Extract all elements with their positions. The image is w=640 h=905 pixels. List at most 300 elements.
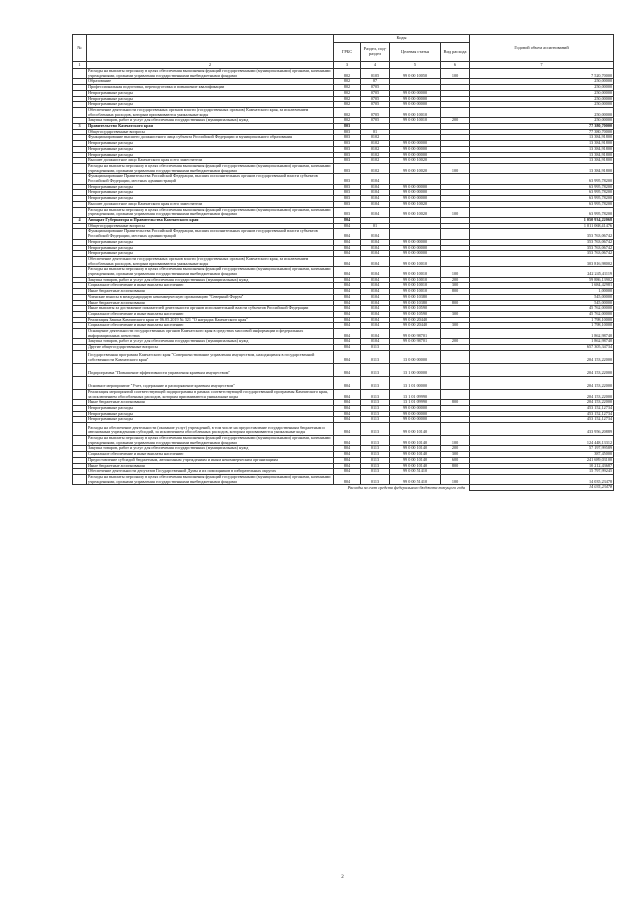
row-grbs-cell: 804 xyxy=(334,363,361,376)
row-razdel-cell: 0104 xyxy=(361,184,390,190)
row-name-cell: Функционирование Правительства Российской Федерации, высших исполнительных органов государственной власти субъектов Российской Федерации, местных администраций xyxy=(87,229,334,239)
column-razdel-header: Раздел, под- раздел xyxy=(361,43,390,62)
table-row xyxy=(73,350,614,363)
row-grbs-cell: 802 xyxy=(334,90,361,96)
row-number-cell xyxy=(73,423,87,436)
row-grbs-cell: 804 xyxy=(334,389,361,399)
row-grbs-cell: 804 xyxy=(334,283,361,289)
row-grbs-cell: 804 xyxy=(334,436,361,446)
row-grbs-cell: 803 xyxy=(334,124,361,130)
row-grbs-cell: 804 xyxy=(334,463,361,469)
column-vr-header: Вид расхода xyxy=(441,43,470,62)
row-name-cell: Высшее должностное лицо Камчатского края и его заместители xyxy=(87,158,334,164)
row-razdel-cell: 0113 xyxy=(361,363,390,376)
row-sum-cell: 45 762,00000 xyxy=(470,311,614,317)
row-name-cell: Образование xyxy=(87,79,334,85)
row-name-cell: Иные выплаты за достижение показателей деятельности органов исполнительной власти субъектов Российской Федерации xyxy=(87,306,334,312)
row-razdel-cell: 0104 xyxy=(361,201,390,207)
row-name-cell: Непрограммные расходы xyxy=(87,417,334,423)
row-sum-cell: 1 798,10000 xyxy=(470,317,614,323)
row-razdel-cell: 0104 xyxy=(361,207,390,217)
page-number: 2 xyxy=(341,875,344,880)
row-vr-cell xyxy=(441,423,470,436)
row-name-cell: Закупка товаров, работ и услуг для обеспечения государственных (муниципальных) нужд xyxy=(87,339,334,345)
column-index: 4 xyxy=(361,62,390,69)
row-grbs-cell: 803 xyxy=(334,184,361,190)
row-csr-cell: 99 0 00 10020 xyxy=(390,201,441,207)
column-name-header xyxy=(87,35,334,62)
row-name-cell: Непрограммные расходы xyxy=(87,90,334,96)
row-razdel-cell: 0104 xyxy=(361,317,390,323)
row-razdel-cell: 0102 xyxy=(361,152,390,158)
row-csr-cell: 99 0 00 00000 xyxy=(390,405,441,411)
row-number-cell xyxy=(73,229,87,239)
row-name-cell: Социальное обеспечение и иные выплаты населению xyxy=(87,323,334,329)
row-csr-cell xyxy=(390,229,441,239)
row-number-cell xyxy=(73,475,87,485)
row-grbs-cell: 804 xyxy=(334,423,361,436)
row-razdel-cell: 0104 xyxy=(361,229,390,239)
row-vr-cell: 300 xyxy=(441,323,470,329)
row-sum-cell: 204 153,22000 xyxy=(470,389,614,399)
table-row xyxy=(73,436,614,446)
row-sum-cell: 13 384,91800 xyxy=(470,158,614,164)
row-razdel-cell: 01 xyxy=(361,223,390,229)
row-csr-cell: 99 0 00 10590 xyxy=(390,311,441,317)
row-csr-cell: 99 0 00 00000 xyxy=(390,251,441,257)
row-razdel-cell: 07 xyxy=(361,79,390,85)
row-name-cell: Другие общегосударственные вопросы xyxy=(87,345,334,351)
row-razdel-cell: 0102 xyxy=(361,163,390,173)
row-vr-cell xyxy=(441,389,470,399)
row-razdel-cell: 0113 xyxy=(361,411,390,417)
page-footer xyxy=(72,875,613,880)
row-razdel-cell: 0104 xyxy=(361,300,390,306)
row-number-cell: 3 xyxy=(73,124,87,130)
row-vr-cell: 100 xyxy=(441,475,470,485)
row-csr-cell: 99 0 00 00000 xyxy=(390,190,441,196)
row-csr-cell: 99 0 00 10050 xyxy=(390,69,441,79)
row-sum-cell: 45 762,00000 xyxy=(470,306,614,312)
row-sum-cell: 63 995,78200 xyxy=(470,184,614,190)
row-name-cell: Непрограммные расходы xyxy=(87,141,334,147)
row-csr-cell: 99 0 00 10010 xyxy=(390,118,441,124)
row-grbs-cell: 803 xyxy=(334,196,361,202)
row-name-cell: Расходы на выплаты персоналу в целях обеспечения выполнения функций государственными (муниципальными) органами, казенными учреждениями, органами управления государственными внебюджетными фондами xyxy=(87,69,334,79)
row-grbs-cell: 803 xyxy=(334,158,361,164)
row-grbs-cell: 804 xyxy=(334,475,361,485)
row-csr-cell: 99 0 00 00000 xyxy=(390,90,441,96)
row-sum-cell: 250,00000 xyxy=(470,107,614,117)
row-number-cell xyxy=(73,207,87,217)
row-grbs-cell: 802 xyxy=(334,102,361,108)
row-name-cell: Расходы на обеспечение деятельности (оказание услуг) учреждений, в том числе на предоставление государственным бюджетным и автономным учреждениям субсидий, за исключением обособленных расходов, которым присваиваются уникальные коды xyxy=(87,423,334,436)
row-vr-cell: 100 xyxy=(441,267,470,277)
row-csr-cell: 99 0 00 51410 xyxy=(390,469,441,475)
row-grbs-cell: 804 xyxy=(334,251,361,257)
row-name-cell: Функционирование высшего должностного лица субъекта Российской Федерации и муниципального образования xyxy=(87,135,334,141)
row-vr-cell xyxy=(441,256,470,266)
row-razdel-cell: 0113 xyxy=(361,417,390,423)
table-row xyxy=(73,163,614,173)
row-sum-cell: 7 520,70000 xyxy=(470,69,614,79)
row-csr-cell: 99 0 00 00000 xyxy=(390,184,441,190)
row-csr-cell: 99 0 00 98701 xyxy=(390,339,441,345)
row-grbs-cell: 804 xyxy=(334,323,361,329)
row-sum-cell: 13 384,91800 xyxy=(470,163,614,173)
column-index: 2 xyxy=(87,62,334,69)
row-razdel-cell: 0113 xyxy=(361,452,390,458)
row-grbs-cell: 804 xyxy=(334,317,361,323)
row-grbs-cell: 804 xyxy=(334,267,361,277)
budget-sheet xyxy=(72,34,613,491)
table-footer-row xyxy=(73,485,614,491)
row-grbs-cell: 804 xyxy=(334,345,361,351)
row-csr-cell: 13 1 01 09990 xyxy=(390,389,441,399)
row-grbs-cell: 804 xyxy=(334,217,361,223)
row-sum-cell: 13 384,91800 xyxy=(470,141,614,147)
row-csr-cell: 99 0 00 00000 xyxy=(390,146,441,152)
row-grbs-cell: 804 xyxy=(334,400,361,406)
column-grbs-header: ГРБС xyxy=(334,43,361,62)
row-razdel-cell: 0113 xyxy=(361,400,390,406)
row-vr-cell xyxy=(441,174,470,184)
row-name-cell: Иные бюджетные ассигнования xyxy=(87,400,334,406)
row-razdel-cell: 01 xyxy=(361,129,390,135)
row-vr-cell: 200 xyxy=(441,277,470,283)
row-grbs-cell: 803 xyxy=(334,135,361,141)
row-name-cell: Социальное обеспечение и иные выплаты населению xyxy=(87,283,334,289)
row-razdel-cell: 0113 xyxy=(361,405,390,411)
row-csr-cell: 99 0 00 00000 xyxy=(390,141,441,147)
row-csr-cell: 13 1 00 00000 xyxy=(390,363,441,376)
row-razdel-cell: 0104 xyxy=(361,311,390,317)
row-razdel-cell: 0104 xyxy=(361,267,390,277)
row-vr-cell: 300 xyxy=(441,283,470,289)
budget-table xyxy=(72,34,614,491)
row-vr-cell: 200 xyxy=(441,118,470,124)
row-name-cell: Непрограммные расходы xyxy=(87,184,334,190)
row-name-cell: Реализация Закона Камчатского края от 06.05.2019 № 321 "О наградах Камчатского края" xyxy=(87,317,334,323)
row-grbs-cell: 802 xyxy=(334,79,361,85)
row-grbs-cell: 804 xyxy=(334,294,361,300)
row-name-cell: Расходы на выплаты персоналу в целях обеспечения выполнения функций государственными (муниципальными) органами, казенными учреждениями, органами управления государственными внебюджетными фондами xyxy=(87,207,334,217)
row-grbs-cell: 804 xyxy=(334,306,361,312)
row-name-cell: Непрограммные расходы xyxy=(87,239,334,245)
table-row xyxy=(73,107,614,117)
row-razdel-cell: 0113 xyxy=(361,389,390,399)
row-razdel-cell: 0104 xyxy=(361,251,390,257)
row-csr-cell: 99 0 00 00000 xyxy=(390,102,441,108)
table-row xyxy=(73,475,614,485)
row-grbs-cell: 803 xyxy=(334,201,361,207)
table-row xyxy=(73,329,614,339)
row-number-cell xyxy=(73,350,87,363)
row-grbs-cell: 802 xyxy=(334,85,361,91)
row-razdel-cell: 0104 xyxy=(361,339,390,345)
row-csr-cell: 99 0 00 10010 xyxy=(390,277,441,283)
row-razdel-cell: 0705 xyxy=(361,102,390,108)
row-vr-cell xyxy=(441,107,470,117)
row-number-cell xyxy=(73,329,87,339)
row-razdel-cell: 0705 xyxy=(361,118,390,124)
footer-sum: 14 035,23478 xyxy=(470,485,614,491)
row-sum-cell: 15 797,99245 xyxy=(470,469,614,475)
row-csr-cell: 99 0 00 10140 xyxy=(390,452,441,458)
row-vr-cell xyxy=(441,229,470,239)
row-razdel-cell: 0113 xyxy=(361,446,390,452)
row-csr-cell: 99 0 00 10590 xyxy=(390,306,441,312)
row-sum-cell: 77 380,70000 xyxy=(470,129,614,135)
row-grbs-cell: 802 xyxy=(334,118,361,124)
row-razdel-cell: 0102 xyxy=(361,158,390,164)
row-csr-cell: 99 0 00 10010 xyxy=(390,289,441,295)
table-row xyxy=(73,376,614,389)
table-row xyxy=(73,229,614,239)
row-vr-cell: 100 xyxy=(441,69,470,79)
row-sum-cell: 1 862,98740 xyxy=(470,339,614,345)
row-razdel-cell: 0104 xyxy=(361,239,390,245)
row-csr-cell: 99 0 00 10140 xyxy=(390,446,441,452)
row-name-cell: Закупка товаров, работ и услуг для обеспечения государственных (муниципальных) нужд xyxy=(87,277,334,283)
row-sum-cell: 1 684,42981 xyxy=(470,283,614,289)
row-razdel-cell: 0105 xyxy=(361,69,390,79)
row-number-cell xyxy=(73,163,87,173)
row-number-cell xyxy=(73,267,87,277)
table-row xyxy=(73,174,614,184)
row-sum-cell: 250,00000 xyxy=(470,90,614,96)
row-csr-cell: 99 0 00 00000 xyxy=(390,96,441,102)
row-grbs-cell: 802 xyxy=(334,107,361,117)
row-csr-cell: 99 0 00 51410 xyxy=(390,475,441,485)
row-grbs-cell: 804 xyxy=(334,457,361,463)
row-name-cell: Профессиональная подготовка, переподготовка и повышение квалификации xyxy=(87,85,334,91)
row-razdel-cell: 0104 xyxy=(361,256,390,266)
row-grbs-cell: 803 xyxy=(334,146,361,152)
row-csr-cell: 99 0 00 10140 xyxy=(390,463,441,469)
table-row xyxy=(73,363,614,376)
codes-group-header: Коды xyxy=(334,35,470,43)
row-grbs-cell: 804 xyxy=(334,446,361,452)
row-razdel-cell: 0104 xyxy=(361,196,390,202)
column-index: 5 xyxy=(390,62,441,69)
row-name-cell: Непрограммные расходы xyxy=(87,405,334,411)
row-razdel-cell: 0104 xyxy=(361,174,390,184)
row-grbs-cell: 804 xyxy=(334,417,361,423)
row-sum-cell: 250,00000 xyxy=(470,102,614,108)
row-razdel-cell: 0113 xyxy=(361,463,390,469)
row-grbs-cell: 804 xyxy=(334,256,361,266)
table-row xyxy=(73,207,614,217)
row-grbs-cell: 804 xyxy=(334,289,361,295)
row-csr-cell: 13 0 00 00000 xyxy=(390,350,441,363)
table-row xyxy=(73,69,614,79)
row-vr-cell: 200 xyxy=(441,339,470,345)
row-sum-cell: 1 798,10000 xyxy=(470,323,614,329)
row-sum-cell: 387,45000 xyxy=(470,452,614,458)
row-sum-cell: 545,00000 xyxy=(470,294,614,300)
row-name-cell: Иные бюджетные ассигнования xyxy=(87,300,334,306)
row-name-cell: Социальное обеспечение и иные выплаты населению xyxy=(87,452,334,458)
row-sum-cell: 242 245,41119 xyxy=(470,267,614,277)
row-vr-cell: 600 xyxy=(441,457,470,463)
row-grbs-cell: 802 xyxy=(334,69,361,79)
row-razdel-cell: 0104 xyxy=(361,323,390,329)
row-name-cell: Функционирование Правительства Российской Федерации, высших исполнительных органов государственной власти субъектов Российской Федерации, местных администраций xyxy=(87,174,334,184)
row-name-cell: Реализация мероприятий соответствующей подпрограммы в рамках соответствующей государственной программы Камчатского края, за исключением обособленных расходов, которым присваиваются уникальные коды xyxy=(87,389,334,399)
row-number-cell xyxy=(73,174,87,184)
row-csr-cell: 99 0 00 10380 xyxy=(390,294,441,300)
row-razdel-cell: 0113 xyxy=(361,436,390,446)
row-grbs-cell: 804 xyxy=(334,339,361,345)
row-name-cell: Непрограммные расходы xyxy=(87,196,334,202)
row-name-cell: Обеспечение деятельности депутатов Государственной Думы и их помощников в избирательных округах xyxy=(87,469,334,475)
row-sum-cell: 14 035,23478 xyxy=(470,475,614,485)
column-total-header: Годовой объем ассигнований xyxy=(470,35,614,62)
row-csr-cell: 13 1 01 00000 xyxy=(390,376,441,389)
budget-table-body xyxy=(73,69,614,491)
row-grbs-cell: 804 xyxy=(334,229,361,239)
row-razdel-cell: 0104 xyxy=(361,306,390,312)
row-csr-cell: 99 0 00 20440 xyxy=(390,323,441,329)
row-name-cell: Непрограммные расходы xyxy=(87,146,334,152)
row-razdel-cell: 0113 xyxy=(361,345,390,351)
row-csr-cell: 99 0 00 10020 xyxy=(390,163,441,173)
row-name-cell: Непрограммные расходы xyxy=(87,411,334,417)
row-number-cell xyxy=(73,389,87,399)
row-vr-cell xyxy=(441,329,470,339)
row-grbs-cell: 803 xyxy=(334,163,361,173)
row-vr-cell: 300 xyxy=(441,311,470,317)
row-name-cell: Расходы на выплаты персоналу в целях обеспечения выполнения функций государственными (муниципальными) органами, казенными учреждениями, органами управления государственными внебюджетными фондами xyxy=(87,163,334,173)
row-name-cell: Непрограммные расходы xyxy=(87,190,334,196)
column-number-header: № xyxy=(73,35,87,62)
row-sum-cell: 250,00000 xyxy=(470,85,614,91)
row-csr-cell: 13 1 01 09990 xyxy=(390,400,441,406)
row-vr-cell: 800 xyxy=(441,463,470,469)
row-grbs-cell: 804 xyxy=(334,223,361,229)
table-row xyxy=(73,423,614,436)
row-grbs-cell: 804 xyxy=(334,469,361,475)
row-razdel-cell: 0113 xyxy=(361,350,390,363)
row-grbs-cell: 804 xyxy=(334,452,361,458)
row-sum-cell: 1 050 934,22068 xyxy=(470,217,614,223)
row-csr-cell: 99 0 00 10140 xyxy=(390,457,441,463)
row-grbs-cell: 804 xyxy=(334,277,361,283)
row-sum-cell: 204 153,22000 xyxy=(470,376,614,389)
row-sum-cell: 250,00000 xyxy=(470,96,614,102)
row-name-cell: Предоставление субсидий бюджетным, автономным учреждениям и иным некоммерческим организациям xyxy=(87,457,334,463)
row-sum-cell: 1 011 068,41476 xyxy=(470,223,614,229)
row-csr-cell: 99 0 00 20440 xyxy=(390,317,441,323)
row-name-cell: Аппарат Губернатора и Правительства Камчатского края xyxy=(87,217,334,223)
row-csr-cell: 99 0 00 10020 xyxy=(390,207,441,217)
row-sum-cell: 657 305,34734 xyxy=(470,345,614,351)
row-sum-cell: 63 995,78200 xyxy=(470,201,614,207)
row-number-cell xyxy=(73,69,87,79)
column-index: 6 xyxy=(441,62,470,69)
row-name-cell: Непрограммные расходы xyxy=(87,152,334,158)
row-number-cell xyxy=(73,256,87,266)
column-index: 3 xyxy=(334,62,361,69)
row-csr-cell: 99 0 00 10010 xyxy=(390,107,441,117)
row-csr-cell: 99 0 00 10140 xyxy=(390,436,441,446)
row-grbs-cell: 804 xyxy=(334,311,361,317)
row-number-cell xyxy=(73,363,87,376)
row-sum-cell: 353 763,06742 xyxy=(470,245,614,251)
row-razdel-cell: 0104 xyxy=(361,190,390,196)
row-razdel-cell: 0113 xyxy=(361,475,390,485)
row-razdel-cell: 0104 xyxy=(361,289,390,295)
row-csr-cell: 99 0 00 10140 xyxy=(390,423,441,436)
row-name-cell: Закупка товаров, работ и услуг для обеспечения государственных (муниципальных) нужд xyxy=(87,446,334,452)
row-name-cell: Общегосударственные вопросы xyxy=(87,129,334,135)
row-vr-cell: 800 xyxy=(441,400,470,406)
row-sum-cell: 545,00000 xyxy=(470,300,614,306)
row-grbs-cell: 803 xyxy=(334,152,361,158)
row-name-cell: Высшее должностное лицо Камчатского края и его заместители xyxy=(87,201,334,207)
row-name-cell: Непрограммные расходы xyxy=(87,102,334,108)
row-razdel-cell: 0104 xyxy=(361,294,390,300)
row-name-cell: Государственная программа Камчатского края "Совершенствование управления имуществом, находящимся в государственной собственности Камчатского края" xyxy=(87,350,334,363)
row-sum-cell: 353 763,06742 xyxy=(470,229,614,239)
row-name-cell: Правительство Камчатского края xyxy=(87,124,334,130)
row-sum-cell: 433 956,20889 xyxy=(470,423,614,436)
row-razdel-cell: 0113 xyxy=(361,469,390,475)
row-razdel-cell: 0102 xyxy=(361,141,390,147)
row-razdel-cell: 0102 xyxy=(361,146,390,152)
row-razdel-cell: 0104 xyxy=(361,245,390,251)
row-sum-cell: 59 886,13902 xyxy=(470,277,614,283)
row-name-cell: Иные бюджетные ассигнования xyxy=(87,463,334,469)
row-grbs-cell: 804 xyxy=(334,245,361,251)
row-sum-cell: 13 384,91800 xyxy=(470,152,614,158)
row-grbs-cell: 803 xyxy=(334,190,361,196)
table-row xyxy=(73,267,614,277)
row-vr-cell: 100 xyxy=(441,436,470,446)
row-razdel-cell: 0705 xyxy=(361,85,390,91)
row-sum-cell: 57 197,99589 xyxy=(470,446,614,452)
row-sum-cell: 241 689,03100 xyxy=(470,457,614,463)
row-sum-cell: 63 995,78200 xyxy=(470,174,614,184)
row-razdel-cell: 0705 xyxy=(361,90,390,96)
row-grbs-cell: 804 xyxy=(334,411,361,417)
row-sum-cell: 13 384,91800 xyxy=(470,135,614,141)
row-sum-cell: 63 995,78200 xyxy=(470,190,614,196)
row-grbs-cell: 802 xyxy=(334,96,361,102)
row-sum-cell: 1,00000 xyxy=(470,289,614,295)
row-razdel-cell: 0104 xyxy=(361,329,390,339)
row-razdel-cell: 0705 xyxy=(361,107,390,117)
row-razdel-cell: 0113 xyxy=(361,423,390,436)
row-grbs-cell: 803 xyxy=(334,129,361,135)
row-name-cell: Иные бюджетные ассигнования xyxy=(87,289,334,295)
row-csr-cell: 99 0 00 00000 xyxy=(390,239,441,245)
row-name-cell: Непрограммные расходы xyxy=(87,96,334,102)
row-csr-cell: 99 0 00 00000 xyxy=(390,411,441,417)
row-csr-cell: 99 0 00 10010 xyxy=(390,267,441,277)
row-name-cell: Закупка товаров, работ и услуг для обеспечения государственных (муниципальных) нужд xyxy=(87,118,334,124)
column-csr-header: Целевая статья xyxy=(390,43,441,62)
row-number-cell xyxy=(73,107,87,117)
row-sum-cell: 353 763,06742 xyxy=(470,239,614,245)
row-name-cell: Непрограммные расходы xyxy=(87,251,334,257)
row-razdel-cell: 0104 xyxy=(361,283,390,289)
row-csr-cell: 99 0 00 98701 xyxy=(390,329,441,339)
row-name-cell: Оснащение деятельности государственных органов Камчатского края в средствах массовой информации и федеральных информационных агентствах xyxy=(87,329,334,339)
row-vr-cell: 800 xyxy=(441,300,470,306)
column-index: 1 xyxy=(73,62,87,69)
